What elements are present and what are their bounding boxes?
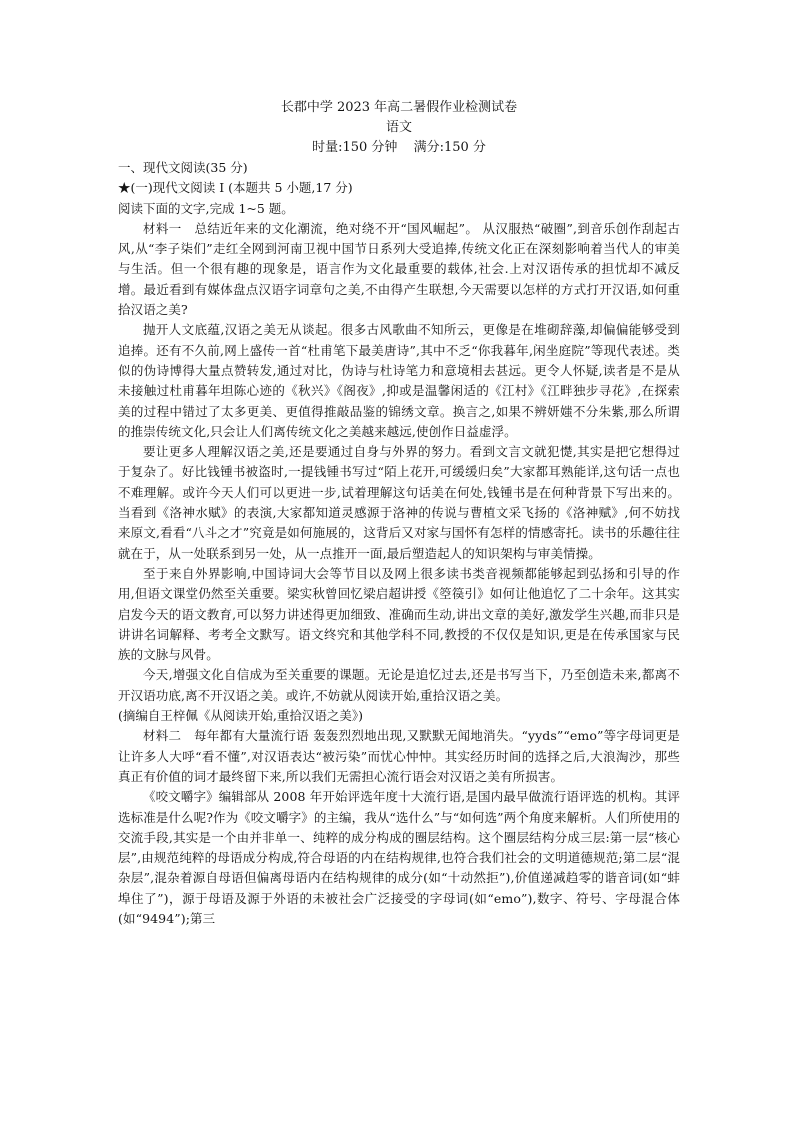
material1-paragraph-1: 材料一 总结近年来的文化潮流，绝对绕不开“国风崛起”。 从汉服热“破圈”,到音乐创作刮起古风,从“李子柒们”走红全网到河南卫视中国节日系列大受追捧,传统文化正在深刻影响着当代人的审美与生活。但一个很有趣的现象是，语言作为文化最重要的载体,社会.上对汉语传承的担忧却不减反增。最近看到有媒体盘点汉语字词章句之美,不由得产生联想,今天需要以怎样的方式打开汉语,如何重拾汉语之美? [118,220,680,318]
material2-paragraph-1: 材料二 每年都有大量流行语 轰轰烈烈地出现,又默默无闻地消失。“yyds”“emo”等字母词更是让许多人大呼“看不懂”,对汉语表达“被污染”而忧心忡忡。其实经历时间的选择之后,大浪淘沙，那些真正有价值的词才最终留下来,所以我们无需担心流行语会对汉语之美有所损害。 [118,728,680,784]
exam-page [118,98,680,929]
time-limit: 时量:150 分钟 [312,140,398,155]
material1-paragraph-3: 要让更多人理解汉语之美,还是要通过自身与外界的努力。看到文言文就犯憷,其实是把它想得过于复杂了。好比钱锺书被盗时,一提钱锺书写过“陌上花开,可缓缓归矣”大家都耳熟能详,这句话一点也不难理解。或许今天人们可以更进一步,试着理解这句话美在何处,钱锺书是在何种背景下写出来的。当看到《洛神水赋》的表演,大家都知道灵感源于洛神的传说与曹植文采飞扬的《洛神赋》,何不妨找来原文,看看“八斗之才”究竟是如何施展的，这背后又对家与国怀有怎样的情感寄托。读书的乐趣往往就在于，从一处联系到另一处，从一点推开一面,最后塑造起人的知识架构与审美情操。 [118,444,680,561]
subject-label: 语文 [385,120,412,135]
section-heading: 一、现代文阅读(35 分) [118,160,248,175]
material2-paragraph-2: 《咬文嚼字》编辑部从 2008 年开始评选年度十大流行语,是国内最早做流行语评选的机构。其评选标准是什么呢?作为《咬文嚼字》的主编，我从“选什么”与“如何选”两个角度来解析。人们所使用的交流手段,其实是一个由并非单一、纯粹的成分构成的圈层结构。这个圈层结构分成三层:第一层“核心层”,由规范纯粹的母语成分构成,符合母语的内在结构规律,也符合我们社会的文明道德规范;第二层“混杂层”,混杂着源自母语但偏离母语内在结构规律的成分(如“十动然拒”),价值递减趋零的谐音词(如“蚌埠住了”)，源于母语及源于外语的未被社会广泛接受的字母词(如“emo”),数字、符号、字母混合体(如“9494”);第三 [118,789,680,926]
sub-section-heading: ★(一)现代文阅读 I (本题共 5 小题,17 分) [118,180,353,196]
full-score: 满分:150 分 [413,140,486,155]
exam-title: 长郡中学 2023 年高二暑假作业检测试卷 [280,100,518,115]
material1-paragraph-5: 今天,增强文化自信成为至关重要的课题。无论是追忆过去,还是书写当下，乃至创造未来,都离不开汉语功底,离不开汉语之美。或许,不妨就从阅读开始,重拾汉语之美。 [118,667,680,703]
material1-source: (摘编自王梓佩《从阅读开始,重拾汉语之美》) [118,708,363,724]
exam-info [118,138,680,158]
material1-paragraph-2: 抛开人文底蕴,汉语之美无从谈起。很多古风歌曲不知所云，更像是在堆砌辞藻,却偏偏能够受到追捧。还有不久前,网上盛传一首“杜甫笔下最美唐诗”,其中不乏“你我暮年,闲坐庭院”等现代表述。类似的伪诗博得大量点赞转发,通过对比，伪诗与杜诗笔力和意境相去甚远。更令人怀疑,读者是不是从未接触过杜甫暮年坦陈心迹的《秋兴》《阁夜》,抑或是温馨闲适的《江村》《江畔独步寻花》,在探索美的过程中错过了太多更美、更值得推敲品鉴的锦绣文章。换言之,如果不辨妍媸不分朱紫,那么所谓的推崇传统文化,只会让人们离传统文化之美越来越远,使创作日益虚浮。 [118,322,680,439]
material1-paragraph-4: 至于来自外界影响,中国诗词大会等节目以及网上很多读书类音视频都能够起到弘扬和引导的作用,但语文课堂仍然至关重要。梁实秋曾回忆梁启超讲授《箜篌引》如何让他追忆了二十余年。这其实启发今天的语文教育,可以努力讲述得更加细致、准确而生动,讲出文章的美好,激发学生兴趣,而非只是讲讲名词解释、考考全文默写。语文终究和其他学科不同,教授的不仅仅是知识,更是在传承国家与民族的文脉与风骨。 [118,565,680,663]
reading-instruction: 阅读下面的文字,完成 1~5 题。 [118,200,294,216]
